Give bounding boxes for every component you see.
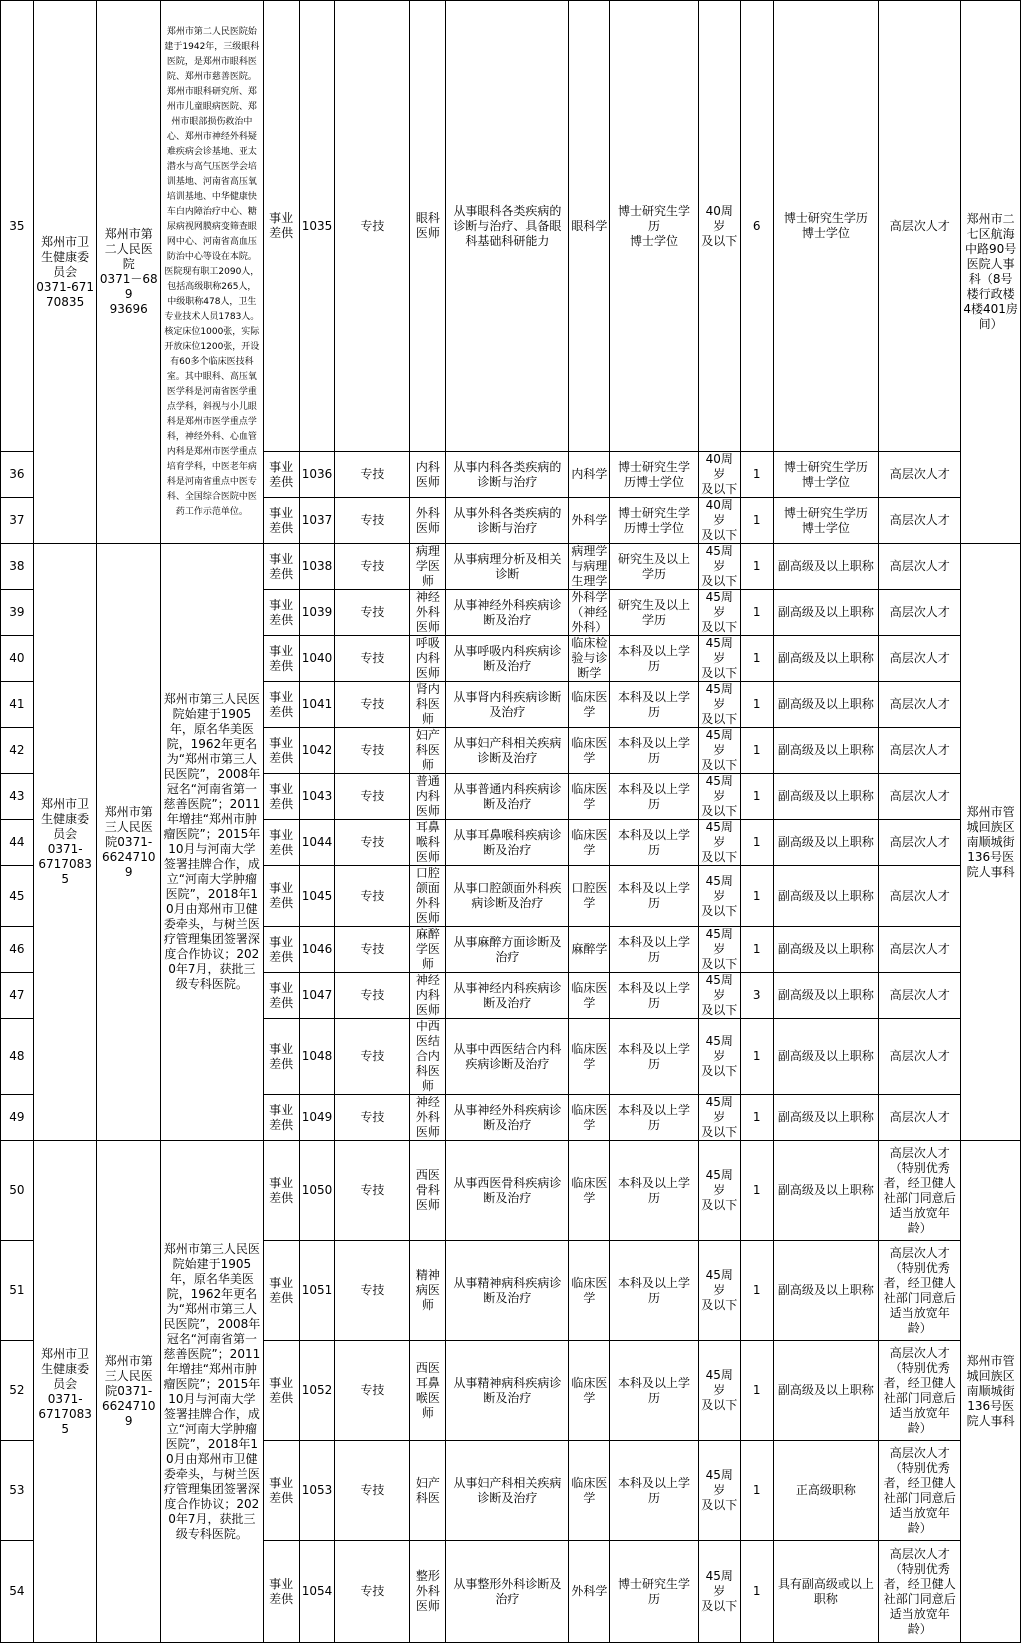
- category-cell: 专技: [335, 1341, 410, 1441]
- category-cell: 专技: [335, 636, 410, 682]
- education-cell: 本科及以上学 历: [610, 1095, 698, 1141]
- major-cell: 口腔医学: [569, 866, 610, 927]
- major-cell: 外科学（神经外科）: [569, 590, 610, 636]
- major-cell: 麻醉学: [569, 927, 610, 973]
- duty-cell: 从事整形外科诊断及治疗: [446, 1541, 569, 1643]
- other-cell: 高层次人才: [879, 636, 961, 682]
- post-cell: 耳鼻喉科医师: [410, 820, 446, 866]
- code-cell: 1045: [299, 866, 335, 927]
- major-cell: 临床医学: [569, 820, 610, 866]
- age-cell: 40周岁 及以下: [698, 452, 740, 498]
- count-cell: 1: [740, 452, 773, 498]
- other-cell: 高层次人才: [879, 452, 961, 498]
- category-cell: 专技: [335, 1441, 410, 1541]
- code-cell: 1046: [299, 927, 335, 973]
- age-cell: 45周岁 及以下: [698, 1095, 740, 1141]
- major-cell: 内科学: [569, 452, 610, 498]
- address-cell: 郑州市二七区航海中路90号医院人事科（8号楼行政楼4楼401房间）: [961, 1, 1021, 544]
- category-cell: 专技: [335, 1241, 410, 1341]
- other-cell: 高层次人才（特别优秀者，经卫健人社部门同意后适当放宽年龄）: [879, 1341, 961, 1441]
- title-cell: 副高级及以上职称: [773, 927, 879, 973]
- title-cell: 博士研究生学历 博士学位: [773, 498, 879, 544]
- table-body: [1, 1, 1021, 1643]
- age-cell: 45周岁 及以下: [698, 1341, 740, 1441]
- other-cell: 高层次人才: [879, 927, 961, 973]
- major-cell: 临床医学: [569, 1341, 610, 1441]
- row-seq: 46: [1, 927, 34, 973]
- code-cell: 1037: [299, 498, 335, 544]
- other-cell: 高层次人才: [879, 866, 961, 927]
- row-seq: 50: [1, 1141, 34, 1241]
- row-seq: 42: [1, 728, 34, 774]
- code-cell: 1044: [299, 820, 335, 866]
- row-seq: 44: [1, 820, 34, 866]
- title-cell: 副高级及以上职称: [773, 728, 879, 774]
- nature-cell: 事业 差供: [263, 544, 299, 590]
- category-cell: 专技: [335, 682, 410, 728]
- major-cell: 临床医学: [569, 1019, 610, 1095]
- row-seq: 35: [1, 1, 34, 452]
- education-cell: 本科及以上学 历: [610, 927, 698, 973]
- duty-cell: 从事麻醉方面诊断及治疗: [446, 927, 569, 973]
- nature-cell: 事业 差供: [263, 1019, 299, 1095]
- code-cell: 1043: [299, 774, 335, 820]
- age-cell: 40周岁 及以下: [698, 498, 740, 544]
- count-cell: 1: [740, 927, 773, 973]
- education-cell: 研究生及以上 学历: [610, 544, 698, 590]
- other-cell: 高层次人才: [879, 1019, 961, 1095]
- duty-cell: 从事神经外科疾病诊断及治疗: [446, 1095, 569, 1141]
- category-cell: 专技: [335, 544, 410, 590]
- education-cell: 本科及以上学 历: [610, 728, 698, 774]
- row-seq: 41: [1, 682, 34, 728]
- category-cell: 专技: [335, 1019, 410, 1095]
- count-cell: 1: [740, 1441, 773, 1541]
- address-cell: 郑州市管城回族区南顺城街136号医院人事科: [961, 1141, 1021, 1643]
- education-cell: 本科及以上学 历: [610, 866, 698, 927]
- education-cell: 博士研究生学 历 博士学位: [610, 1, 698, 452]
- post-cell: 内科医师: [410, 452, 446, 498]
- post-cell: 眼科医师: [410, 1, 446, 452]
- age-cell: 45周岁 及以下: [698, 1541, 740, 1643]
- title-cell: 副高级及以上职称: [773, 1341, 879, 1441]
- count-cell: 1: [740, 682, 773, 728]
- title-cell: 具有副高级或以上职称: [773, 1541, 879, 1643]
- nature-cell: 事业 差供: [263, 590, 299, 636]
- nature-cell: 事业 差供: [263, 774, 299, 820]
- other-cell: 高层次人才: [879, 1, 961, 452]
- nature-cell: 事业 差供: [263, 1541, 299, 1643]
- age-cell: 45周岁 及以下: [698, 774, 740, 820]
- major-cell: 临床医学: [569, 1095, 610, 1141]
- major-cell: 临床医学: [569, 1241, 610, 1341]
- major-cell: 临床医学: [569, 1441, 610, 1541]
- education-cell: 博士研究生学 历: [610, 1541, 698, 1643]
- dept-cell: 郑州市卫生健康委员会 0371- 67170835: [33, 1141, 97, 1643]
- code-cell: 1054: [299, 1541, 335, 1643]
- code-cell: 1039: [299, 590, 335, 636]
- address-cell: 郑州市管城回族区南顺城街136号医院人事科: [961, 544, 1021, 1141]
- nature-cell: 事业 差供: [263, 728, 299, 774]
- education-cell: 本科及以上学 历: [610, 1441, 698, 1541]
- other-cell: 高层次人才（特别优秀者，经卫健人社部门同意后适当放宽年龄）: [879, 1541, 961, 1643]
- code-cell: 1041: [299, 682, 335, 728]
- other-cell: 高层次人才: [879, 973, 961, 1019]
- other-cell: 高层次人才: [879, 544, 961, 590]
- duty-cell: 从事肾内科疾病诊断及治疗: [446, 682, 569, 728]
- age-cell: 45周岁 及以下: [698, 728, 740, 774]
- age-cell: 45周岁 及以下: [698, 820, 740, 866]
- title-cell: 副高级及以上职称: [773, 973, 879, 1019]
- education-cell: 博士研究生学 历博士学位: [610, 498, 698, 544]
- title-cell: 副高级及以上职称: [773, 682, 879, 728]
- nature-cell: 事业 差供: [263, 452, 299, 498]
- count-cell: 1: [740, 728, 773, 774]
- education-cell: 本科及以上学 历: [610, 1341, 698, 1441]
- category-cell: 专技: [335, 452, 410, 498]
- education-cell: 本科及以上学 历: [610, 682, 698, 728]
- count-cell: 1: [740, 774, 773, 820]
- count-cell: 1: [740, 866, 773, 927]
- other-cell: 高层次人才: [879, 1095, 961, 1141]
- title-cell: 副高级及以上职称: [773, 590, 879, 636]
- table-row: [1, 544, 1021, 590]
- category-cell: 专技: [335, 973, 410, 1019]
- row-seq: 47: [1, 973, 34, 1019]
- category-cell: 专技: [335, 728, 410, 774]
- other-cell: 高层次人才（特别优秀者，经卫健人社部门同意后适当放宽年龄）: [879, 1441, 961, 1541]
- post-cell: 口腔颌面外科医师: [410, 866, 446, 927]
- title-cell: 副高级及以上职称: [773, 636, 879, 682]
- count-cell: 3: [740, 973, 773, 1019]
- education-cell: 本科及以上学 历: [610, 1019, 698, 1095]
- major-cell: 眼科学: [569, 1, 610, 452]
- other-cell: 高层次人才: [879, 498, 961, 544]
- post-cell: 妇产科医师: [410, 728, 446, 774]
- age-cell: 45周岁 及以下: [698, 682, 740, 728]
- major-cell: 外科学: [569, 498, 610, 544]
- education-cell: 博士研究生学 历博士学位: [610, 452, 698, 498]
- nature-cell: 事业 差供: [263, 973, 299, 1019]
- duty-cell: 从事精神病科疾病诊断及治疗: [446, 1341, 569, 1441]
- row-seq: 51: [1, 1241, 34, 1341]
- table-row: [1, 1, 1021, 452]
- other-cell: 高层次人才（特别优秀者，经卫健人社部门同意后适当放宽年龄）: [879, 1241, 961, 1341]
- title-cell: 博士研究生学历 博士学位: [773, 1, 879, 452]
- post-cell: 麻醉学医师: [410, 927, 446, 973]
- duty-cell: 从事耳鼻喉科疾病诊断及治疗: [446, 820, 569, 866]
- duty-cell: 从事普通内科疾病诊断及治疗: [446, 774, 569, 820]
- category-cell: 专技: [335, 1141, 410, 1241]
- code-cell: 1051: [299, 1241, 335, 1341]
- title-cell: 副高级及以上职称: [773, 1095, 879, 1141]
- row-seq: 54: [1, 1541, 34, 1643]
- duty-cell: 从事妇产科相关疾病诊断及治疗: [446, 728, 569, 774]
- age-cell: 45周岁 及以下: [698, 973, 740, 1019]
- age-cell: 45周岁 及以下: [698, 590, 740, 636]
- age-cell: 45周岁 及以下: [698, 636, 740, 682]
- other-cell: 高层次人才（特别优秀者，经卫健人社部门同意后适当放宽年龄）: [879, 1141, 961, 1241]
- count-cell: 1: [740, 1141, 773, 1241]
- nature-cell: 事业 差供: [263, 1095, 299, 1141]
- post-cell: 整形外科医师: [410, 1541, 446, 1643]
- education-cell: 本科及以上学 历: [610, 636, 698, 682]
- category-cell: 专技: [335, 820, 410, 866]
- table-row: [1, 1141, 1021, 1241]
- nature-cell: 事业 差供: [263, 636, 299, 682]
- count-cell: 1: [740, 590, 773, 636]
- title-cell: 副高级及以上职称: [773, 1141, 879, 1241]
- code-cell: 1050: [299, 1141, 335, 1241]
- major-cell: 临床医学: [569, 1141, 610, 1241]
- count-cell: 1: [740, 1095, 773, 1141]
- post-cell: 神经内科医师: [410, 973, 446, 1019]
- row-seq: 37: [1, 498, 34, 544]
- row-seq: 45: [1, 866, 34, 927]
- age-cell: 45周岁 及以下: [698, 1441, 740, 1541]
- duty-cell: 从事外科各类疾病的诊断与治疗: [446, 498, 569, 544]
- post-cell: 神经外科医师: [410, 1095, 446, 1141]
- title-cell: 副高级及以上职称: [773, 1241, 879, 1341]
- code-cell: 1052: [299, 1341, 335, 1441]
- other-cell: 高层次人才: [879, 682, 961, 728]
- other-cell: 高层次人才: [879, 774, 961, 820]
- age-cell: 45周岁 及以下: [698, 866, 740, 927]
- post-cell: 呼吸内科医师: [410, 636, 446, 682]
- duty-cell: 从事神经外科疾病诊断及治疗: [446, 590, 569, 636]
- duty-cell: 从事病理分析及相关诊断: [446, 544, 569, 590]
- other-cell: 高层次人才: [879, 820, 961, 866]
- major-cell: 临床检验与诊断学: [569, 636, 610, 682]
- major-cell: 病理学与病理生理学: [569, 544, 610, 590]
- row-seq: 39: [1, 590, 34, 636]
- education-cell: 本科及以上学 历: [610, 1141, 698, 1241]
- title-cell: 副高级及以上职称: [773, 544, 879, 590]
- nature-cell: 事业 差供: [263, 1441, 299, 1541]
- title-cell: 副高级及以上职称: [773, 774, 879, 820]
- post-cell: 神经外科医师: [410, 590, 446, 636]
- count-cell: 1: [740, 820, 773, 866]
- age-cell: 45周岁 及以下: [698, 544, 740, 590]
- count-cell: 6: [740, 1, 773, 452]
- nature-cell: 事业 差供: [263, 498, 299, 544]
- nature-cell: 事业 差供: [263, 866, 299, 927]
- unit-cell: 郑州市第三人民医院0371- 66247109: [97, 1141, 161, 1643]
- nature-cell: 事业 差供: [263, 1341, 299, 1441]
- code-cell: 1047: [299, 973, 335, 1019]
- age-cell: 45周岁 及以下: [698, 1241, 740, 1341]
- title-cell: 副高级及以上职称: [773, 1019, 879, 1095]
- row-seq: 52: [1, 1341, 34, 1441]
- row-seq: 40: [1, 636, 34, 682]
- age-cell: 45周岁 及以下: [698, 927, 740, 973]
- row-seq: 48: [1, 1019, 34, 1095]
- nature-cell: 事业 差供: [263, 682, 299, 728]
- count-cell: 1: [740, 1241, 773, 1341]
- other-cell: 高层次人才: [879, 728, 961, 774]
- post-cell: 普通内科医师: [410, 774, 446, 820]
- category-cell: 专技: [335, 498, 410, 544]
- count-cell: 1: [740, 1541, 773, 1643]
- age-cell: 40周岁 及以下: [698, 1, 740, 452]
- code-cell: 1048: [299, 1019, 335, 1095]
- row-seq: 43: [1, 774, 34, 820]
- other-cell: 高层次人才: [879, 590, 961, 636]
- nature-cell: 事业 差供: [263, 820, 299, 866]
- unit-cell: 郑州市第二人民医院 0371－689 93696: [97, 1, 161, 544]
- duty-cell: 从事西医骨科疾病诊断及治疗: [446, 1141, 569, 1241]
- post-cell: 中西医结合内科医师: [410, 1019, 446, 1095]
- nature-cell: 事业 差供: [263, 1141, 299, 1241]
- code-cell: 1053: [299, 1441, 335, 1541]
- post-cell: 病理学医师: [410, 544, 446, 590]
- education-cell: 研究生及以上 学历: [610, 590, 698, 636]
- duty-cell: 从事呼吸内科疾病诊断及治疗: [446, 636, 569, 682]
- category-cell: 专技: [335, 866, 410, 927]
- code-cell: 1042: [299, 728, 335, 774]
- intro-cell: 郑州市第三人民医院始建于1905年，原名华美医院，1962年更名为“郑州市第三人民医院”，2008年冠名“河南省第一慈善医院”；2011年增挂“郑州市肿瘤医院”；2015年10月与河南大学签署挂牌合作，成立“河南大学肿瘤医院”，2018年10月由郑州市卫健委牵头，与树兰医疗管理集团签署深度合作协议；2020年7月，获批三级专科医院。: [161, 544, 264, 1141]
- code-cell: 1040: [299, 636, 335, 682]
- category-cell: 专技: [335, 590, 410, 636]
- post-cell: 肾内科医师: [410, 682, 446, 728]
- row-seq: 38: [1, 544, 34, 590]
- title-cell: 正高级职称: [773, 1441, 879, 1541]
- nature-cell: 事业 差供: [263, 1, 299, 452]
- dept-cell: 郑州市卫生健康委员会 0371- 67170835: [33, 544, 97, 1141]
- code-cell: 1036: [299, 452, 335, 498]
- duty-cell: 从事眼科各类疾病的诊断与治疗、具备眼科基础科研能力: [446, 1, 569, 452]
- major-cell: 临床医学: [569, 728, 610, 774]
- duty-cell: 从事神经内科疾病诊断及治疗: [446, 973, 569, 1019]
- post-cell: 西医骨科医师: [410, 1141, 446, 1241]
- post-cell: 外科医师: [410, 498, 446, 544]
- category-cell: 专技: [335, 1, 410, 452]
- code-cell: 1038: [299, 544, 335, 590]
- code-cell: 1049: [299, 1095, 335, 1141]
- category-cell: 专技: [335, 1541, 410, 1643]
- duty-cell: 从事口腔颌面外科疾病诊断及治疗: [446, 866, 569, 927]
- post-cell: 精神病医师: [410, 1241, 446, 1341]
- post-cell: 西医耳鼻喉医师: [410, 1341, 446, 1441]
- major-cell: 临床医学: [569, 973, 610, 1019]
- category-cell: 专技: [335, 1095, 410, 1141]
- row-seq: 49: [1, 1095, 34, 1141]
- count-cell: 1: [740, 1341, 773, 1441]
- category-cell: 专技: [335, 927, 410, 973]
- intro-cell: 郑州市第二人民医院始建于1942年，三级眼科医院，是郑州市眼科医院、郑州市慈善医院。郑州市眼科研究所、郑州市儿童眼病医院、郑州市眼部损伤救治中心、郑州市神经外科疑难疾病会诊基地、亚太潜水与高气压医学会培训基地、河南省高压氧培训基地、中华健康快车白内障治疗中心、糖尿病视网膜病变筛查眼网中心、河南省高血压防治中心等设在本院。医院现有职工2090人，包括高级职称265人，中级职称478人，卫生专业技术人员1783人。核定床位1000张，实际开放床位1200张，开设有60多个临床医技科室。其中眼科、高压氧医学科是河南省医学重点学科，斜视与小儿眼科是郑州市医学重点学科，神经外科、心血管内科是郑州市医学重点培育学科，中医老年病科是河南省重点中医专科、全国综合医院中医药工作示范单位。: [161, 1, 264, 544]
- count-cell: 1: [740, 498, 773, 544]
- education-cell: 本科及以上学 历: [610, 1241, 698, 1341]
- code-cell: 1035: [299, 1, 335, 452]
- title-cell: 博士研究生学历 博士学位: [773, 452, 879, 498]
- major-cell: 外科学: [569, 1541, 610, 1643]
- nature-cell: 事业 差供: [263, 1241, 299, 1341]
- age-cell: 45周岁 及以下: [698, 1141, 740, 1241]
- major-cell: 临床医学: [569, 682, 610, 728]
- post-cell: 妇产科医: [410, 1441, 446, 1541]
- count-cell: 1: [740, 636, 773, 682]
- nature-cell: 事业 差供: [263, 927, 299, 973]
- title-cell: 副高级及以上职称: [773, 820, 879, 866]
- intro-cell: 郑州市第三人民医院始建于1905年，原名华美医院，1962年更名为“郑州市第三人民医院”，2008年冠名“河南省第一慈善医院”；2011年增挂“郑州市肿瘤医院”；2015年10月与河南大学签署挂牌合作，成立“河南大学肿瘤医院”，2018年10月由郑州市卫健委牵头，与树兰医疗管理集团签署深度合作协议；2020年7月，获批三级专科医院。: [161, 1141, 264, 1643]
- major-cell: 临床医学: [569, 774, 610, 820]
- count-cell: 1: [740, 1019, 773, 1095]
- duty-cell: 从事精神病科疾病诊断及治疗: [446, 1241, 569, 1341]
- education-cell: 本科及以上学 历: [610, 973, 698, 1019]
- education-cell: 本科及以上学 历: [610, 820, 698, 866]
- row-seq: 53: [1, 1441, 34, 1541]
- count-cell: 1: [740, 544, 773, 590]
- duty-cell: 从事中西医结合内科疾病诊断及治疗: [446, 1019, 569, 1095]
- education-cell: 本科及以上学 历: [610, 774, 698, 820]
- title-cell: 副高级及以上职称: [773, 866, 879, 927]
- dept-cell: 郑州市卫生健康委员会 0371-67170835: [33, 1, 97, 544]
- category-cell: 专技: [335, 774, 410, 820]
- row-seq: 36: [1, 452, 34, 498]
- age-cell: 45周岁 及以下: [698, 1019, 740, 1095]
- unit-cell: 郑州市第三人民医院0371- 66247109: [97, 544, 161, 1141]
- duty-cell: 从事妇产科相关疾病诊断及治疗: [446, 1441, 569, 1541]
- duty-cell: 从事内科各类疾病的诊断与治疗: [446, 452, 569, 498]
